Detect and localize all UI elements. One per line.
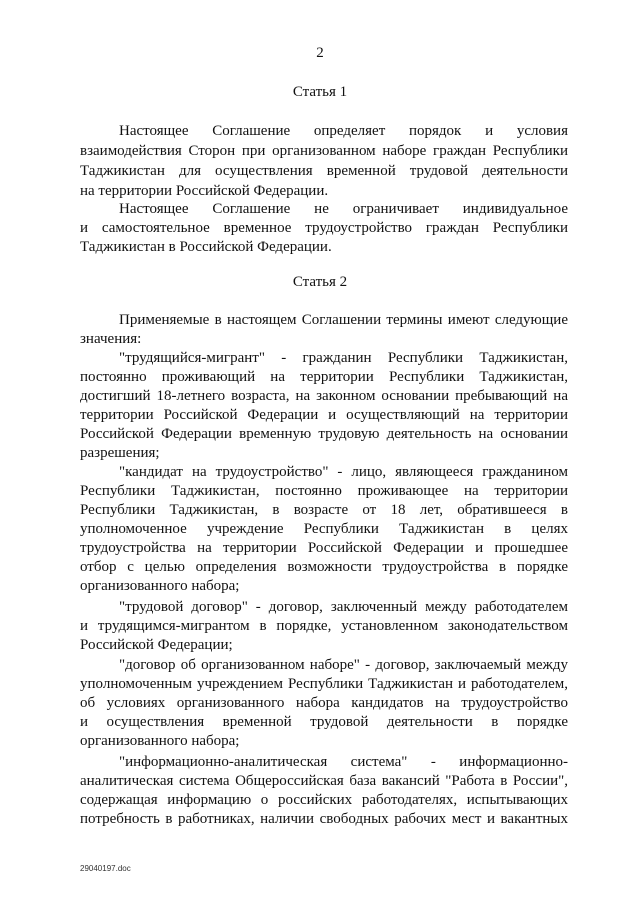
- paragraph-line: "договор об организованном наборе" - договор, заключаемый между: [119, 657, 568, 673]
- paragraph-line: и трудящимся-мигрантом в порядке, установленном законодательством: [80, 618, 568, 634]
- paragraph-line: организованного набора;: [80, 578, 240, 594]
- paragraph-line: Республики Таджикистан, в возрасте от 18 лет, обратившееся в: [80, 502, 568, 518]
- paragraph-line: Российской Федерации;: [80, 637, 233, 653]
- paragraph-line: Таджикистан в Российской Федерации.: [80, 239, 332, 255]
- paragraph-line: Настоящее Соглашение определяет порядок и условия: [119, 123, 568, 139]
- paragraph-line: аналитическая система Общероссийская база вакансий "Работа в России",: [80, 773, 568, 789]
- paragraph-line: уполномоченным учреждением Республики Таджикистан и работодателем,: [80, 676, 568, 692]
- paragraph-line: достигший 18-летнего возраста, на законном основании пребывающий на: [80, 388, 568, 404]
- article-1-heading: Статья 1: [292, 84, 348, 100]
- paragraph-line: Применяемые в настоящем Соглашении термины имеют следующие: [119, 312, 568, 328]
- paragraph-line: "информационно-аналитическая система" - информационно-: [119, 754, 568, 770]
- paragraph-line: и осуществления временной трудовой деятельности в порядке: [80, 714, 568, 730]
- paragraph-line: "кандидат на трудоустройство" - лицо, являющееся гражданином: [119, 464, 568, 480]
- paragraph-line: Таджикистан для осуществления временной трудовой деятельности: [80, 163, 568, 179]
- paragraph-line: Настоящее Соглашение не ограничивает индивидуальное: [119, 201, 568, 217]
- page-number: 2: [316, 45, 324, 61]
- paragraph-line: разрешения;: [80, 445, 160, 461]
- paragraph-line: отбор с целью определения возможности трудоустройства в порядке: [80, 559, 568, 575]
- paragraph-line: "трудовой договор" - договор, заключенный между работодателем: [119, 599, 568, 615]
- paragraph-line: Российской Федерации временную трудовую деятельность на основании: [80, 426, 568, 442]
- paragraph-line: организованного набора;: [80, 733, 240, 749]
- paragraph-line: постоянно проживающий на территории Республики Таджикистан,: [80, 369, 568, 385]
- paragraph-line: Республики Таджикистан, постоянно проживающее на территории: [80, 483, 568, 499]
- paragraph-line: территории Российской Федерации и осуществляющий на территории: [80, 407, 568, 423]
- paragraph-line: взаимодействия Сторон при организованном наборе граждан Республики: [80, 143, 568, 159]
- document-filename: 29040197.doc: [80, 864, 131, 873]
- paragraph-line: потребность в работниках, наличии свободных рабочих мест и вакантных: [80, 811, 568, 827]
- paragraph-line: и самостоятельное временное трудоустройство граждан Республики: [80, 220, 568, 236]
- paragraph-line: значения:: [80, 331, 142, 347]
- paragraph-line: об условиях организованного набора кандидатов на трудоустройство: [80, 695, 568, 711]
- paragraph-line: "трудящийся-мигрант" - гражданин Республики Таджикистан,: [119, 350, 568, 366]
- paragraph-line: содержащая информацию о российских работодателях, испытывающих: [80, 792, 568, 808]
- paragraph-line: трудоустройства на территории Российской Федерации и прошедшее: [80, 540, 568, 556]
- paragraph-line: на территории Российской Федерации.: [80, 183, 329, 199]
- paragraph-line: уполномоченное учреждение Республики Таджикистан в целях: [80, 521, 568, 537]
- article-2-heading: Статья 2: [292, 274, 348, 290]
